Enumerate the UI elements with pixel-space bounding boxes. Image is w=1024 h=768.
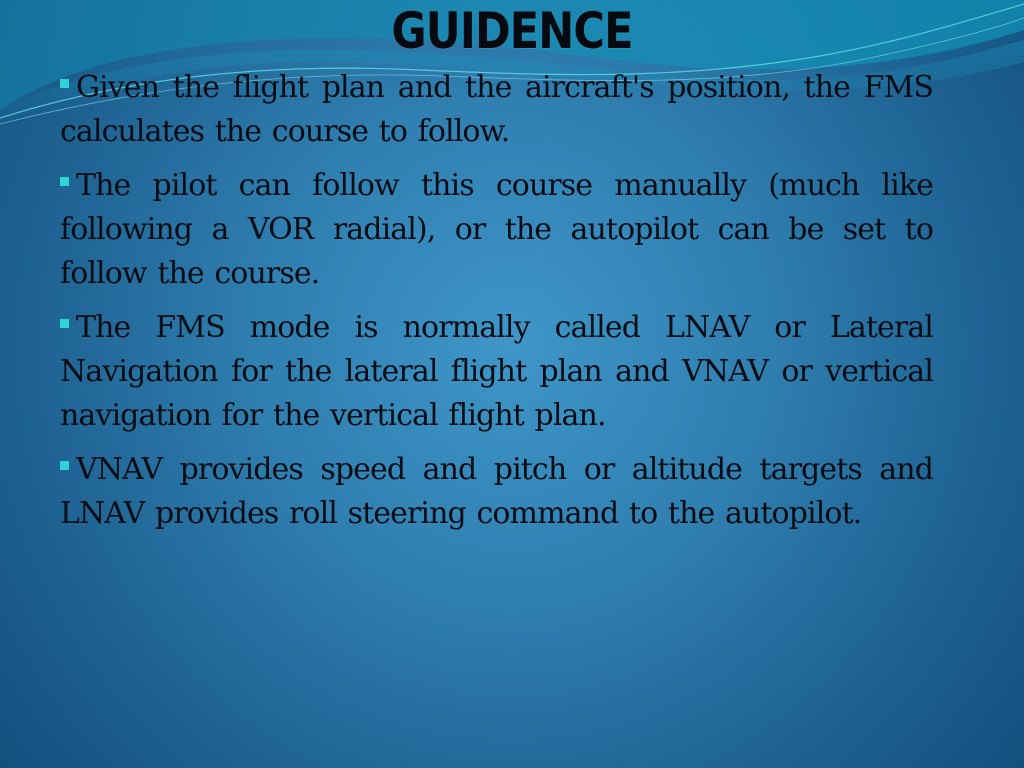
bullet-item — [60, 66, 933, 154]
bullet-item — [60, 448, 933, 536]
slide-title: GUIDENCE — [391, 2, 633, 60]
square-bullet-icon — [60, 79, 69, 88]
bullet-text: The pilot can follow this course manually (much like following a VOR radial), or the autopilot can be set to follow the course. — [60, 168, 933, 291]
square-bullet-icon — [60, 461, 69, 470]
bullet-list — [60, 66, 933, 546]
square-bullet-icon — [60, 177, 69, 186]
square-bullet-icon — [60, 319, 69, 328]
bullet-text: VNAV provides speed and pitch or altitude targets and LNAV provides roll steering command to the autopilot. — [60, 452, 933, 531]
bullet-item — [60, 306, 933, 438]
bullet-text: Given the flight plan and the aircraft's position, the FMS calculates the course to follow. — [60, 70, 933, 149]
bullet-item — [60, 164, 933, 296]
bullet-text: The FMS mode is normally called LNAV or Lateral Navigation for the lateral flight plan and VNAV or vertical navigation for the vertical flight plan. — [60, 310, 933, 433]
